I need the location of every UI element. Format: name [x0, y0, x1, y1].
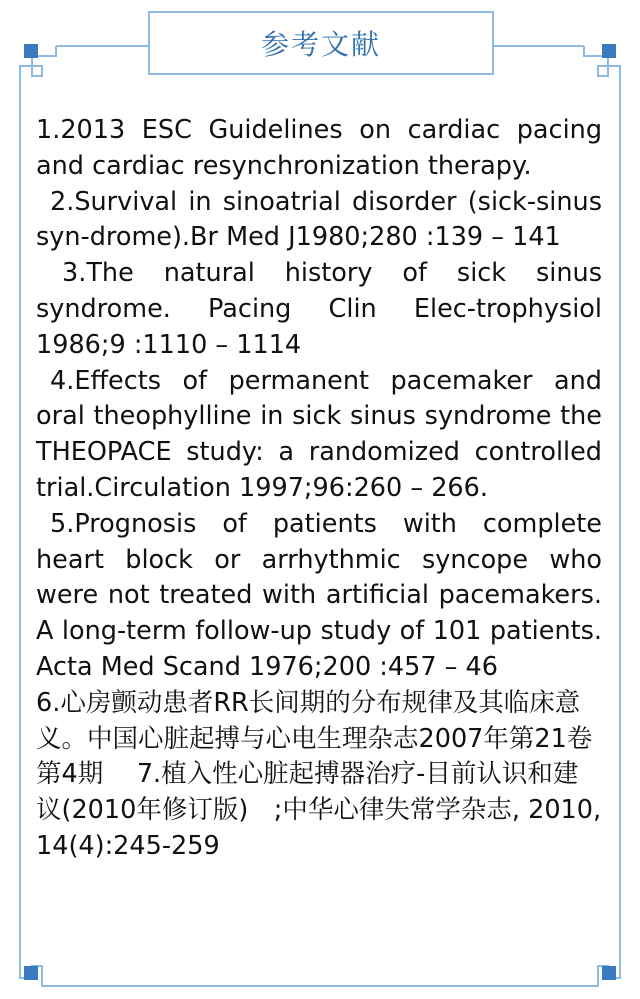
- reference-item: 1.2013 ESC Guidelines on cardiac pacing and cardiac resynchronization therapy.: [36, 115, 602, 181]
- page-title: 参考文献: [260, 28, 381, 61]
- title-box: [148, 11, 494, 75]
- reference-item: 2.Survival in sinoatrial disorder (sick-sinus syn-drome).Br Med J1980;280 :139 – 141: [36, 186, 602, 253]
- reference-item: 4.Effects of permanent pacemaker and oral theophylline in sick sinus syndrome the THEOPACE study: a randomized controlled trial.Circulation 1997;96:260 – 266.: [36, 365, 602, 503]
- reference-item: 5.Prognosis of patients with complete heart block or arrhythmic syncope who were not treated with artificial pacemakers. A long-term follow-up study of 101 patients. Acta Med Scand 1976;200 :457 – 46: [36, 508, 602, 682]
- reference-list: [36, 113, 602, 865]
- reference-item: 3.The natural history of sick sinus syndrome. Pacing Clin Elec-trophysiol 1986;9 :1110 – 1114: [36, 258, 602, 360]
- reference-item: 6.心房颤动患者RR长间期的分布规律及其临床意义。中国心脏起搏与心电生理杂志2007年第21卷第4期 7.植入性心脏起搏器治疗-目前认识和建议(2010年修订版) ;中华心律失常学杂志, 2010, 14(4):245-259: [36, 687, 602, 861]
